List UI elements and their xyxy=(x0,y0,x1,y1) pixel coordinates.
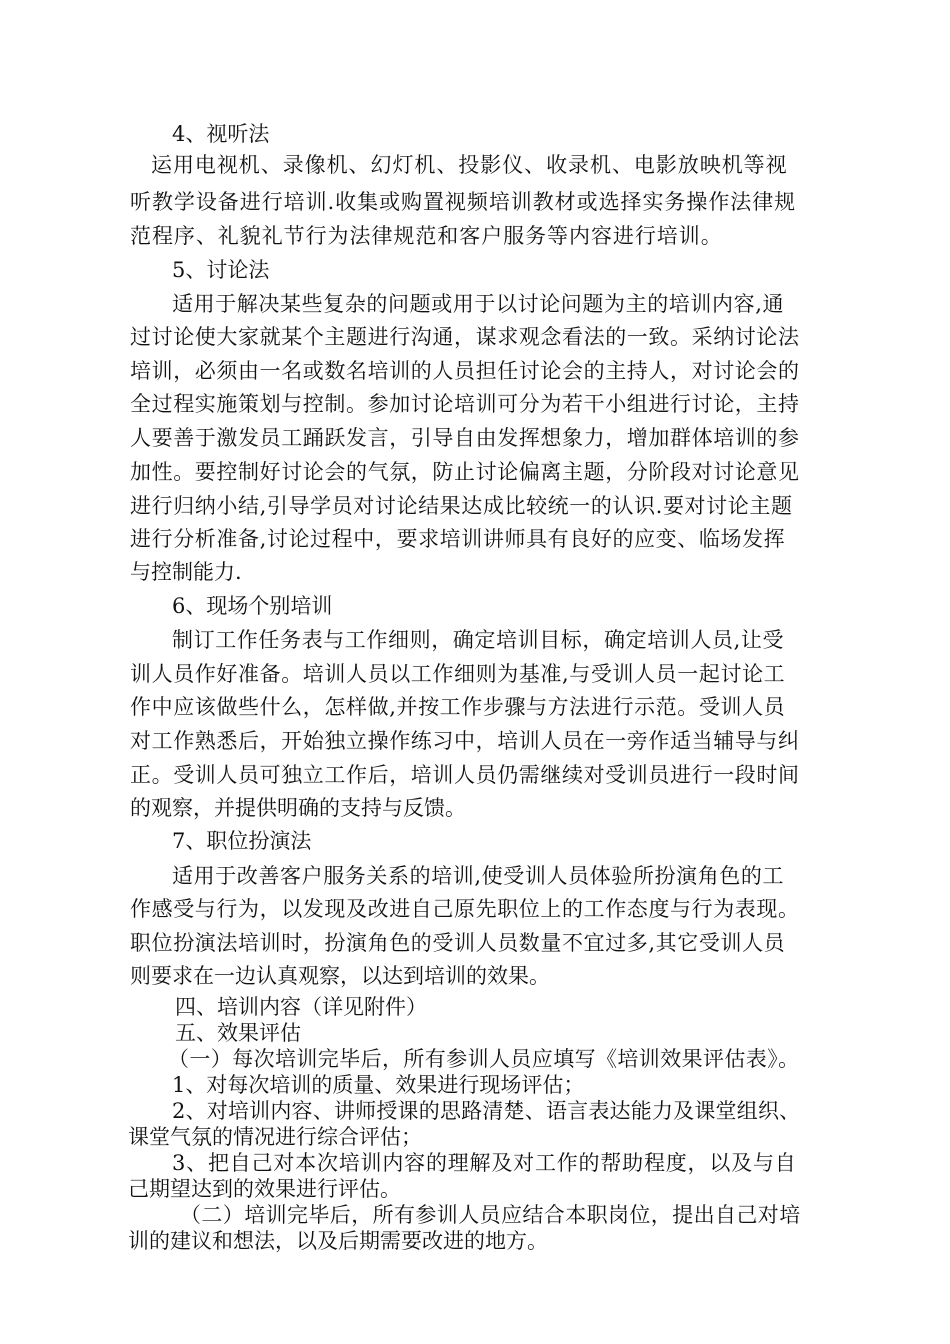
section-7-line-1: 适用于改善客户服务关系的培训,使受训人员体验所扮演角色的工 xyxy=(172,864,785,888)
section-7-line-4: 则要求在一边认真观察，以达到培训的效果。 xyxy=(130,964,550,988)
evaluation-item-1: （一）每次培训完毕后，所有参训人员应填写《培训效果评估表》。 xyxy=(168,1047,800,1071)
section-5-line-2: 过讨论使大家就某个主题进行沟通，谋求观念看法的一致。采纳讨论法 xyxy=(130,325,800,349)
section-5-line-4: 全过程实施策划与控制。参加讨论培训可分为若干小组进行讨论，主持 xyxy=(130,392,800,416)
section-5-line-9: 与控制能力. xyxy=(130,560,242,584)
section-6-line-3: 作中应该做些什么，怎样做,并按工作步骤与方法进行示范。受训人员 xyxy=(130,695,786,719)
section-5-line-8: 进行分析准备,讨论过程中，要求培训讲师具有良好的应变、临场发挥 xyxy=(130,527,786,551)
section-6-line-6: 的观察，并提供明确的支持与反馈。 xyxy=(130,796,466,820)
section-6-line-1: 制订工作任务表与工作细则，确定培训目标，确定培训人员,让受 xyxy=(172,628,785,652)
section-4-line-3: 范程序、礼貌礼节行为法律规范和客户服务等内容进行培训。 xyxy=(130,224,723,248)
evaluation-item-1-3: 3、把自己对本次培训内容的理解及对工作的帮助程度，以及与自 xyxy=(172,1151,797,1175)
section-6-line-2: 训人员作好准备。培训人员以工作细则为基准,与受训人员一起讨论工 xyxy=(130,662,786,686)
evaluation-item-1-2-cont: 课堂气氛的情况进行综合评估； xyxy=(128,1125,422,1149)
section-5-line-6: 加性。要控制好讨论会的气氛，防止讨论偏离主题，分阶段对讨论意见 xyxy=(130,460,800,484)
section-4-line-2: 听教学设备进行培训.收集或购置视频培训教材或选择实务操作法律规 xyxy=(130,190,797,214)
section-5-line-3: 培训，必须由一名或数名培训的人员担任讨论会的主持人，对讨论会的 xyxy=(130,359,800,383)
evaluation-item-1-1: 1、对每次培训的质量、效果进行现场评估； xyxy=(172,1073,585,1097)
section-4-line-1: 运用电视机、录像机、幻灯机、投影仪、收录机、电影放映机等视 xyxy=(151,153,788,177)
evaluation-item-1-2: 2、对培训内容、讲师授课的思路清楚、语言表达能力及课堂组织、 xyxy=(172,1099,801,1123)
section-6-line-5: 正。受训人员可独立工作后，培训人员仍需继续对受训员进行一段时间 xyxy=(130,763,800,787)
section-7-line-3: 职位扮演法培训时，扮演角色的受训人员数量不宜过多,其它受训人员 xyxy=(130,931,786,955)
section-5-line-5: 人要善于激发员工踊跃发言，引导自由发挥想象力，增加群体培训的参 xyxy=(130,426,800,450)
part-4-heading: 四、培训内容（详见附件） xyxy=(175,995,427,1019)
section-7-heading: 7、职位扮演法 xyxy=(172,829,312,853)
section-6-heading: 6、现场个别培训 xyxy=(172,594,333,618)
section-5-line-1: 适用于解决某些复杂的问题或用于以讨论问题为主的培训内容,通 xyxy=(172,292,785,316)
section-4-heading: 4、视听法 xyxy=(172,122,270,146)
section-5-line-7: 进行归纳小结,引导学员对讨论结果达成比较统一的认识.要对讨论主题 xyxy=(130,494,793,518)
section-6-line-4: 对工作熟悉后，开始独立操作练习中，培训人员在一旁作适当辅导与纠 xyxy=(130,729,800,753)
evaluation-item-1-3-cont: 己期望达到的效果进行评估。 xyxy=(128,1177,401,1201)
section-5-heading: 5、讨论法 xyxy=(172,258,270,282)
evaluation-item-2: （二）培训完毕后，所有参训人员应结合本职岗位，提出自己对培 xyxy=(180,1203,801,1227)
evaluation-item-2-cont: 训的建议和想法，以及后期需要改进的地方。 xyxy=(128,1229,548,1253)
section-7-line-2: 作感受与行为，以发现及改进自己原先职位上的工作态度与行为表现。 xyxy=(130,897,800,921)
part-5-heading: 五、效果评估 xyxy=(175,1021,301,1045)
